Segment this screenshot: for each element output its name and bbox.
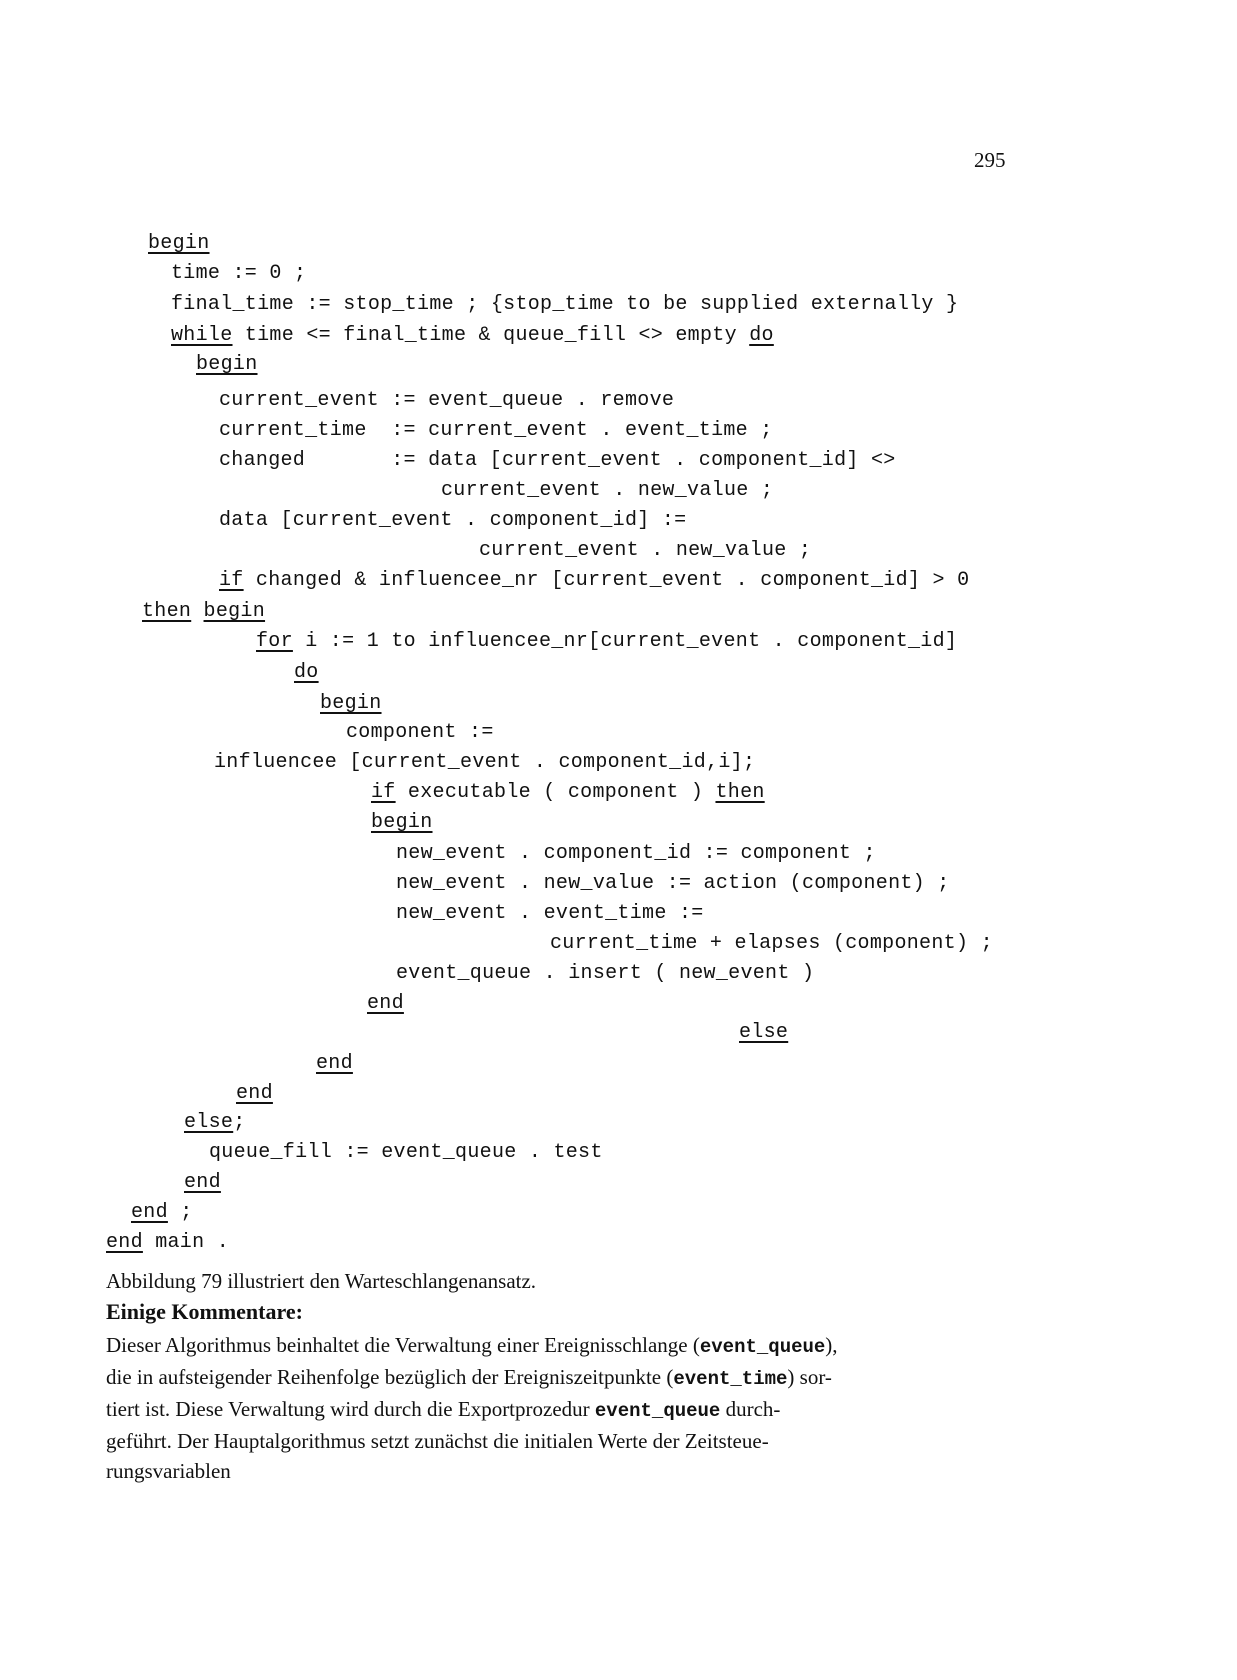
code-text: executable ( component ) bbox=[395, 781, 716, 804]
code-line bbox=[371, 781, 765, 805]
code-line: current_event . new_value ; bbox=[479, 539, 812, 562]
inline-code: event_time bbox=[673, 1368, 788, 1390]
text: Dieser Algorithmus beinhaltet die Verwaltung einer Ereignisschlange ( bbox=[106, 1333, 700, 1357]
code-line: time := 0 ; bbox=[171, 262, 307, 285]
text: ) sor- bbox=[787, 1365, 832, 1389]
code-line bbox=[106, 1231, 229, 1255]
keyword: begin bbox=[371, 811, 433, 834]
keyword: then bbox=[142, 600, 192, 623]
section-heading: Einige Kommentare: bbox=[106, 1299, 303, 1324]
code-line: current_event . new_value ; bbox=[441, 479, 774, 502]
code-line bbox=[294, 661, 319, 685]
code-line: event_queue . insert ( new_event ) bbox=[396, 962, 815, 985]
code-line: new_event . component_id := component ; bbox=[396, 842, 876, 865]
code-text: time <= final_time & queue_fill <> empty bbox=[232, 324, 750, 347]
code-line bbox=[316, 1052, 353, 1076]
inline-code: event_queue bbox=[594, 1400, 721, 1422]
keyword: if bbox=[371, 781, 396, 804]
code-text: main . bbox=[142, 1231, 230, 1254]
code-line: component := bbox=[346, 721, 494, 744]
code-line: final_time := stop_time ; {stop_time to be supplied externally } bbox=[171, 293, 959, 316]
code-line bbox=[219, 569, 969, 593]
keyword: else bbox=[739, 1021, 789, 1044]
code-line bbox=[256, 630, 957, 654]
text: ), bbox=[825, 1333, 838, 1357]
code-line bbox=[739, 1021, 788, 1045]
code-line: queue_fill := event_queue . test bbox=[209, 1141, 603, 1164]
keyword: while bbox=[171, 324, 233, 347]
code-text: ; bbox=[233, 1111, 246, 1134]
paragraph-line bbox=[106, 1362, 1006, 1394]
paragraph-line: rungsvariablen bbox=[106, 1459, 231, 1483]
text: tiert ist. Diese Verwaltung wird durch die Exportprozedur bbox=[106, 1397, 595, 1421]
keyword: end bbox=[184, 1171, 221, 1194]
code-text: changed & influencee_nr [current_event . component_id] > 0 bbox=[243, 569, 970, 592]
keyword: end bbox=[316, 1052, 353, 1075]
code-line bbox=[367, 992, 404, 1016]
code-line bbox=[236, 1082, 273, 1106]
keyword: end bbox=[367, 992, 404, 1015]
keyword: begin bbox=[203, 600, 266, 623]
keyword: begin bbox=[320, 692, 382, 715]
code-line bbox=[171, 324, 774, 348]
keyword: then bbox=[715, 781, 765, 804]
body-paragraph bbox=[106, 1330, 1006, 1486]
keyword: end bbox=[106, 1231, 143, 1254]
code-line: new_event . event_time := bbox=[396, 902, 704, 925]
keyword: begin bbox=[148, 232, 210, 255]
keyword: else bbox=[184, 1111, 234, 1134]
keyword: for bbox=[256, 630, 293, 653]
figure-reference: Abbildung 79 illustriert den Warteschlangenansatz. bbox=[106, 1269, 537, 1293]
inline-code: event_queue bbox=[699, 1336, 826, 1358]
code-line bbox=[196, 353, 258, 377]
keyword: do bbox=[294, 661, 319, 684]
code-line: current_time + elapses (component) ; bbox=[550, 932, 993, 955]
code-line: changed := data [current_event . component_id] <> bbox=[219, 449, 896, 472]
code-line bbox=[148, 232, 210, 256]
code-line: current_event := event_queue . remove bbox=[219, 389, 675, 412]
code-line bbox=[184, 1111, 246, 1135]
code-line: new_event . new_value := action (component) ; bbox=[396, 872, 950, 895]
code-line bbox=[142, 600, 265, 624]
code-text: ; bbox=[167, 1201, 193, 1224]
keyword: begin bbox=[196, 353, 258, 376]
keyword: do bbox=[749, 324, 774, 347]
code-line bbox=[184, 1171, 221, 1195]
text: die in aufsteigender Reihenfolge bezüglich der Ereigniszeitpunkte ( bbox=[106, 1365, 674, 1389]
keyword: end bbox=[131, 1201, 168, 1224]
keyword: end bbox=[236, 1082, 273, 1105]
code-line: data [current_event . component_id] := bbox=[219, 509, 687, 532]
code-line: current_time := current_event . event_time ; bbox=[219, 419, 773, 442]
keyword: if bbox=[219, 569, 244, 592]
text: durch- bbox=[720, 1397, 781, 1421]
paragraph-line: geführt. Der Hauptalgorithmus setzt zunächst die initialen Werte der Zeitsteue- bbox=[106, 1429, 769, 1453]
code-line bbox=[320, 692, 382, 716]
page-number: 295 bbox=[974, 148, 1006, 172]
paragraph-line bbox=[106, 1330, 1006, 1362]
code-line: influencee [current_event . component_id,i]; bbox=[214, 751, 756, 774]
paragraph-line bbox=[106, 1394, 1006, 1426]
code-line bbox=[131, 1201, 193, 1225]
code-line bbox=[371, 811, 433, 835]
code-text: i := 1 to influencee_nr[current_event . component_id] bbox=[292, 630, 958, 653]
